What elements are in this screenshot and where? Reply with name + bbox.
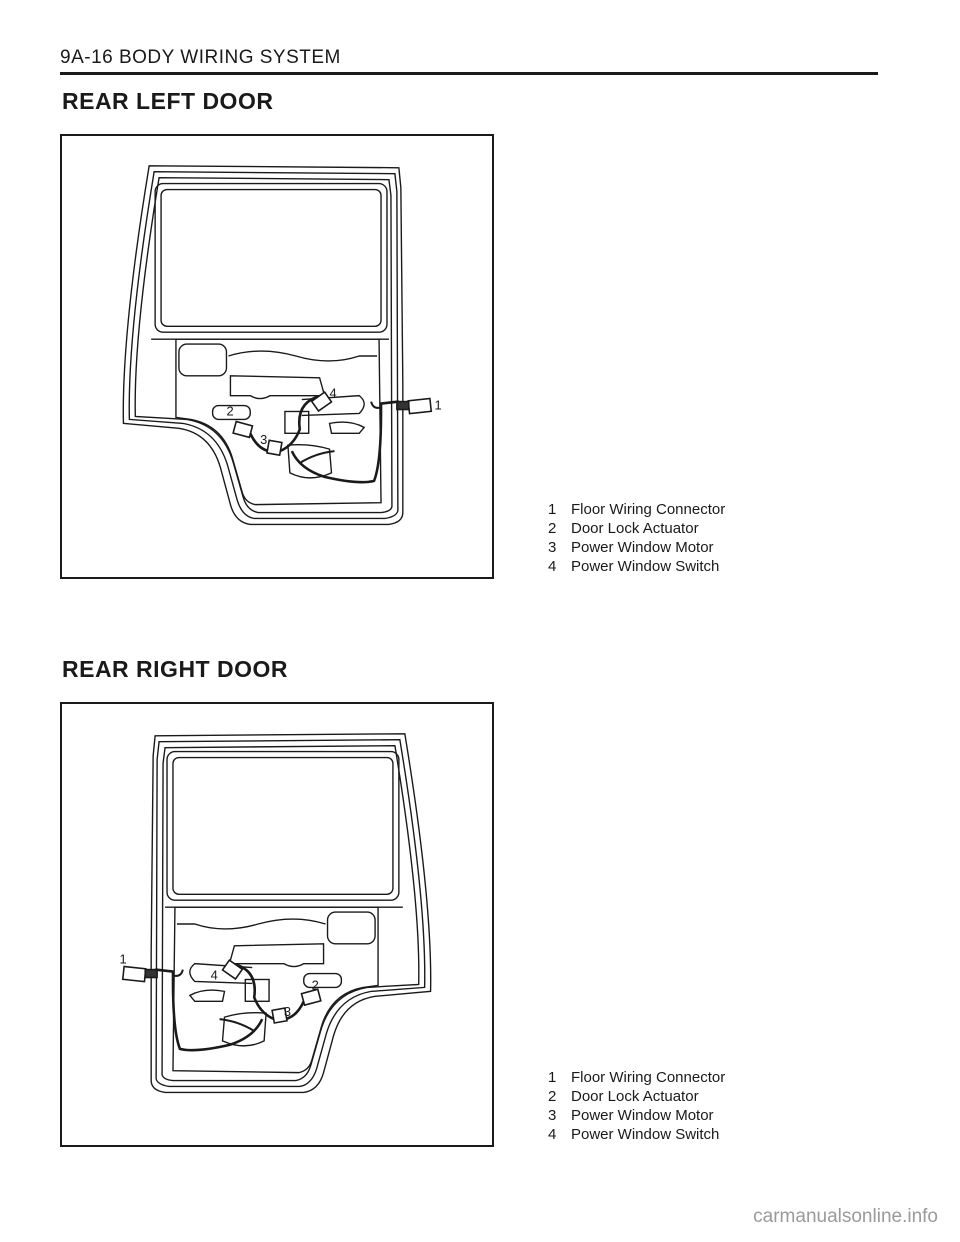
floor-wiring-connector bbox=[123, 966, 146, 981]
callout-3: 3 bbox=[283, 1004, 292, 1020]
power-window-motor bbox=[267, 440, 282, 455]
watermark: carmanualsonline.info bbox=[753, 1206, 938, 1227]
legend-item bbox=[548, 519, 725, 538]
legend-label: Door Lock Actuator bbox=[571, 1088, 699, 1105]
legend-label: Floor Wiring Connector bbox=[571, 501, 726, 518]
legend-number: 1 bbox=[548, 1069, 557, 1086]
door-outer-contour bbox=[123, 166, 403, 525]
rear-right-door-drawing bbox=[62, 704, 492, 1145]
legend-label: Floor Wiring Connector bbox=[571, 1069, 726, 1086]
legend-item bbox=[548, 557, 725, 576]
rear-left-door-drawing bbox=[62, 136, 492, 577]
rear-right-door-diagram bbox=[60, 702, 494, 1147]
legend-number: 2 bbox=[548, 1088, 557, 1105]
door-window-frame bbox=[155, 184, 387, 333]
door-window-frame bbox=[167, 752, 399, 901]
legend-item bbox=[548, 1068, 725, 1087]
legend-label: Power Window Motor bbox=[571, 539, 714, 556]
rear-left-door-diagram bbox=[60, 134, 494, 579]
callout-4: 4 bbox=[329, 385, 337, 401]
legend-item bbox=[548, 538, 725, 557]
legend-number: 1 bbox=[548, 501, 557, 518]
door-outer-contour bbox=[151, 734, 431, 1093]
inner-panel bbox=[176, 339, 381, 504]
legend-number: 4 bbox=[548, 558, 557, 575]
door-lock-actuator bbox=[233, 422, 252, 438]
rear-left-door-legend bbox=[548, 500, 725, 576]
legend-item bbox=[548, 1125, 725, 1144]
legend-label: Power Window Switch bbox=[571, 1126, 720, 1143]
legend-item bbox=[548, 1106, 725, 1125]
legend-label: Power Window Switch bbox=[571, 558, 720, 575]
floor-wiring-connector bbox=[408, 398, 431, 413]
legend-number: 4 bbox=[548, 1126, 557, 1143]
legend-label: Door Lock Actuator bbox=[571, 520, 699, 537]
page-header: 9A-16 BODY WIRING SYSTEM bbox=[60, 47, 341, 68]
callout-4: 4 bbox=[210, 967, 218, 983]
callout-2: 2 bbox=[226, 403, 234, 419]
rear-right-door-legend bbox=[548, 1068, 725, 1144]
legend-item bbox=[548, 500, 725, 519]
legend-number: 2 bbox=[548, 520, 557, 537]
legend-label: Power Window Motor bbox=[571, 1107, 714, 1124]
callout-3: 3 bbox=[260, 432, 268, 448]
callout-2: 2 bbox=[311, 977, 319, 993]
callout-1: 1 bbox=[434, 397, 442, 413]
section-title-rear-left-door: REAR LEFT DOOR bbox=[62, 88, 274, 114]
legend-number: 3 bbox=[548, 1107, 557, 1124]
callout-1: 1 bbox=[119, 951, 127, 967]
header-rule bbox=[60, 72, 878, 75]
legend-item bbox=[548, 1087, 725, 1106]
section-title-rear-right-door: REAR RIGHT DOOR bbox=[62, 656, 288, 682]
legend-number: 3 bbox=[548, 539, 557, 556]
inner-panel bbox=[173, 907, 378, 1072]
